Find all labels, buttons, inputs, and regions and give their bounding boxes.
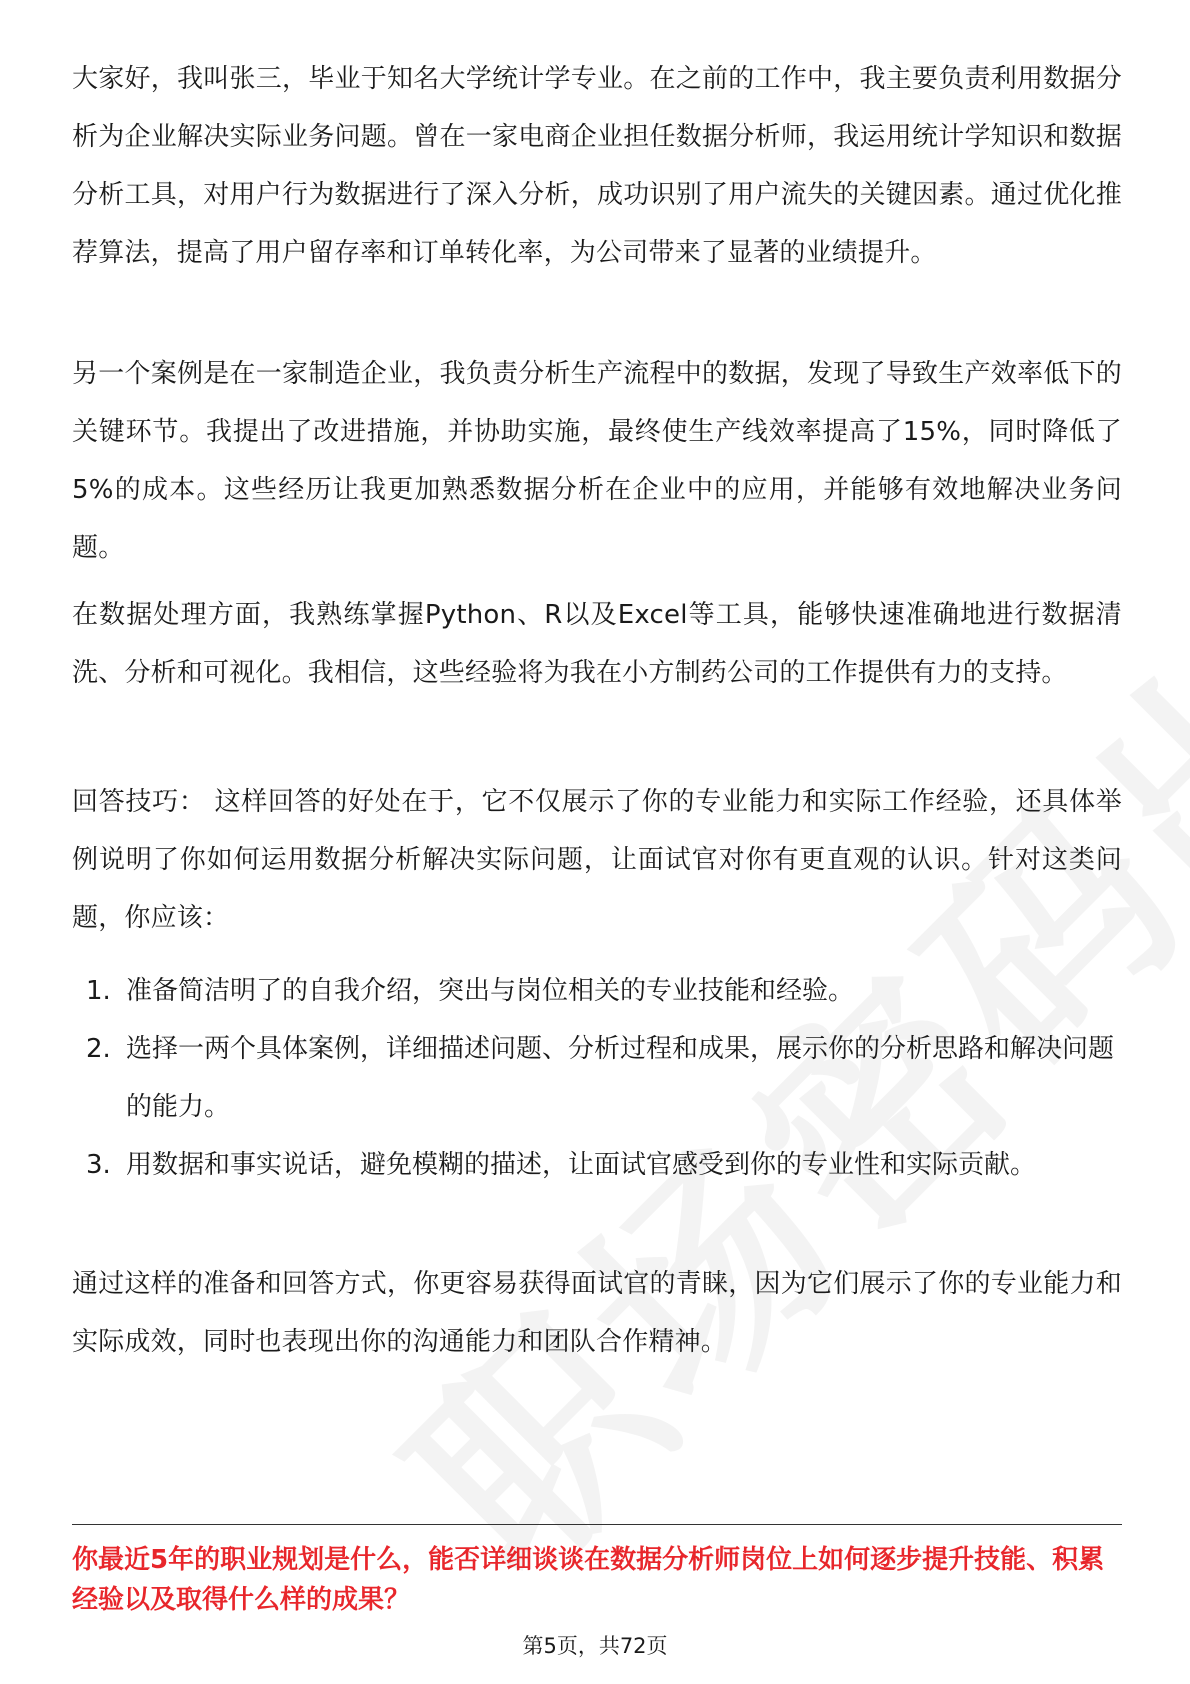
- list-item-number: 1.: [86, 976, 111, 1006]
- next-question-heading: 你最近5年的职业规划是什么，能否详细谈谈在数据分析师岗位上如何逐步提升技能、积累经验以及取得什么样的成果？: [72, 1545, 1105, 1615]
- paragraph-closing: 通过这样的准备和回答方式，你更容易获得面试官的青睐，因为它们展示了你的专业能力和实际成效，同时也表现出你的沟通能力和团队合作精神。: [72, 1269, 1122, 1357]
- paragraph-case-two: 另一个案例是在一家制造企业，我负责分析生产流程中的数据，发现了导致生产效率低下的关键环节。我提出了改进措施，并协助实施，最终使生产线效率提高了15%，同时降低了5%的成本。这些经历让我更加熟悉数据分析在企业中的应用，并能够有效地解决业务问题。: [72, 359, 1122, 563]
- page-number: 第5页，共72页: [522, 1634, 668, 1658]
- list-item: [72, 962, 1122, 1020]
- list-item: [72, 1020, 1122, 1136]
- paragraph-answer-tips: 回答技巧： 这样回答的好处在于，它不仅展示了你的专业能力和实际工作经验，还具体举例说明了你如何运用数据分析解决实际问题，让面试官对你有更直观的认识。针对这类问题，你应该：: [72, 787, 1123, 933]
- list-item: [72, 1136, 1122, 1194]
- paragraph-intro: 大家好，我叫张三，毕业于知名大学统计学专业。在之前的工作中，我主要负责利用数据分析为企业解决实际业务问题。曾在一家电商企业担任数据分析师，我运用统计学知识和数据分析工具，对用户行为数据进行了深入分析，成功识别了用户流失的关键因素。通过优化推荐算法，提高了用户留存率和订单转化率，为公司带来了显著的业绩提升。: [72, 64, 1122, 268]
- list-item-number: 3.: [86, 1150, 111, 1180]
- list-item-number: 2.: [86, 1034, 111, 1064]
- section-divider: [72, 1524, 1122, 1525]
- tips-list: [72, 962, 1122, 1194]
- list-item-text: 用数据和事实说话，避免模糊的描述，让面试官感受到你的专业性和实际贡献。: [126, 1150, 1037, 1180]
- list-item-text: 准备简洁明了的自我介绍，突出与岗位相关的专业技能和经验。: [126, 976, 855, 1006]
- paragraph-skills: 在数据处理方面，我熟练掌握Python、R以及Excel等工具，能够快速准确地进行数据清洗、分析和可视化。我相信，这些经验将为我在小方制药公司的工作提供有力的支持。: [72, 600, 1122, 688]
- list-item-text: 选择一两个具体案例，详细描述问题、分析过程和成果，展示你的分析思路和解决问题的能力。: [126, 1034, 1115, 1122]
